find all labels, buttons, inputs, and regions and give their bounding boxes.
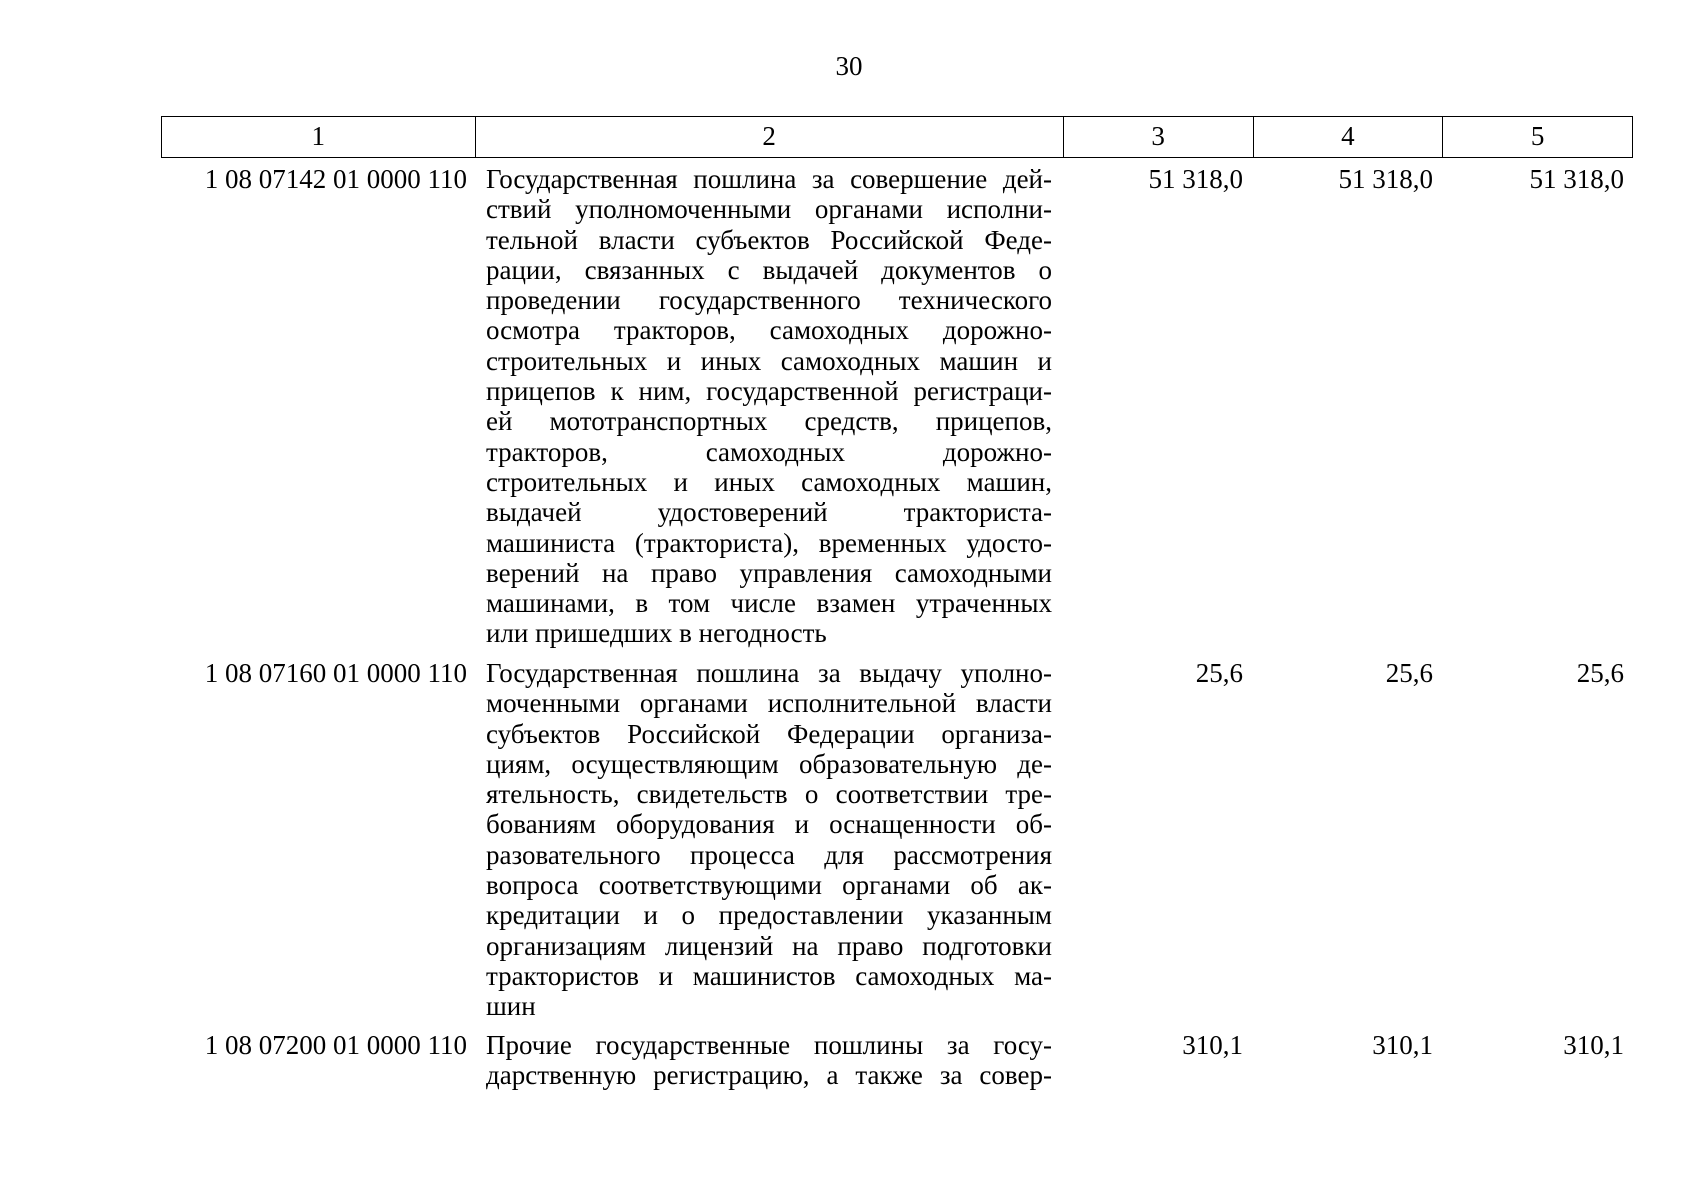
description-line: ятельность, свидетельств о соответствии тре- [486, 779, 1052, 810]
column-header-4: 4 [1254, 117, 1444, 157]
description-line: Государственная пошлина за совершение дей- [486, 164, 1052, 194]
description-line: тракторов, самоходных дорожно- [486, 436, 1052, 467]
description-line: машиниста (тракториста), временных удосто- [486, 527, 1052, 558]
description-line: разовательного процесса для рассмотрения [486, 839, 1052, 870]
row-value-col3: 310,1 [1182, 1030, 1243, 1060]
description-line: дарственную регистрацию, а также за совер- [486, 1060, 1052, 1091]
description-line: прицепов к ним, государственной регистраци- [486, 376, 1052, 407]
description-line: циям, осуществляющим образовательную де- [486, 748, 1052, 779]
row-description [486, 164, 1052, 649]
description-line: организациям лицензий на право подготовки [486, 930, 1052, 961]
table-row [161, 1030, 1633, 1094]
description-line: кредитации и о предоставлении указанным [486, 900, 1052, 931]
description-line: Прочие государственные пошлины за госу- [486, 1030, 1052, 1060]
row-value-col4: 310,1 [1372, 1030, 1433, 1060]
description-line: осмотра тракторов, самоходных дорожно- [486, 315, 1052, 346]
row-description [486, 1030, 1052, 1091]
description-line: ей мототранспортных средств, прицепов, [486, 406, 1052, 437]
column-header-2: 2 [476, 117, 1064, 157]
page-number: 30 [835, 51, 863, 81]
row-value-col4: 51 318,0 [1338, 164, 1433, 194]
row-code: 1 08 07142 01 0000 110 [204, 164, 467, 194]
description-line: трактористов и машинистов самоходных ма- [486, 960, 1052, 991]
description-line: машинами, в том числе взамен утраченных [486, 588, 1052, 619]
column-header-3: 3 [1064, 117, 1254, 157]
row-value-col4: 25,6 [1385, 658, 1433, 688]
description-line: рации, связанных с выдачей документов о [486, 254, 1052, 285]
description-line: выдачей удостоверений тракториста- [486, 497, 1052, 528]
description-line: или пришедших в негодность [486, 618, 827, 649]
description-line: тельной власти субъектов Российской Феде- [486, 224, 1052, 255]
description-line: строительных и иных самоходных машин, [486, 466, 1052, 497]
row-value-col5: 310,1 [1563, 1030, 1624, 1060]
row-value-col5: 25,6 [1576, 658, 1624, 688]
description-line: субъектов Российской Федерации организа- [486, 718, 1052, 749]
row-value-col5: 51 318,0 [1529, 164, 1624, 194]
column-header-5: 5 [1530, 121, 1545, 151]
description-line: проведении государственного технического [486, 285, 1052, 316]
table-row [161, 658, 1633, 1028]
row-value-col3: 51 318,0 [1148, 164, 1243, 194]
description-line: строительных и иных самоходных машин и [486, 345, 1052, 376]
description-line: моченными органами исполнительной власти [486, 688, 1052, 719]
description-line: шин [486, 991, 536, 1022]
description-line: верений на право управления самоходными [486, 557, 1052, 588]
description-line: ствий уполномоченными органами исполни- [486, 194, 1052, 225]
row-code: 1 08 07160 01 0000 110 [204, 658, 467, 688]
description-line: Государственная пошлина за выдачу уполно- [486, 658, 1052, 688]
row-value-col3: 25,6 [1195, 658, 1243, 688]
column-header-1: 1 [162, 117, 476, 157]
table-header-row [161, 116, 1633, 158]
description-line: бованиям оборудования и оснащенности об- [486, 809, 1052, 840]
table-row [161, 164, 1633, 654]
description-line: вопроса соответствующими органами об ак- [486, 870, 1052, 901]
row-code: 1 08 07200 01 0000 110 [204, 1030, 467, 1060]
row-description [486, 658, 1052, 1022]
